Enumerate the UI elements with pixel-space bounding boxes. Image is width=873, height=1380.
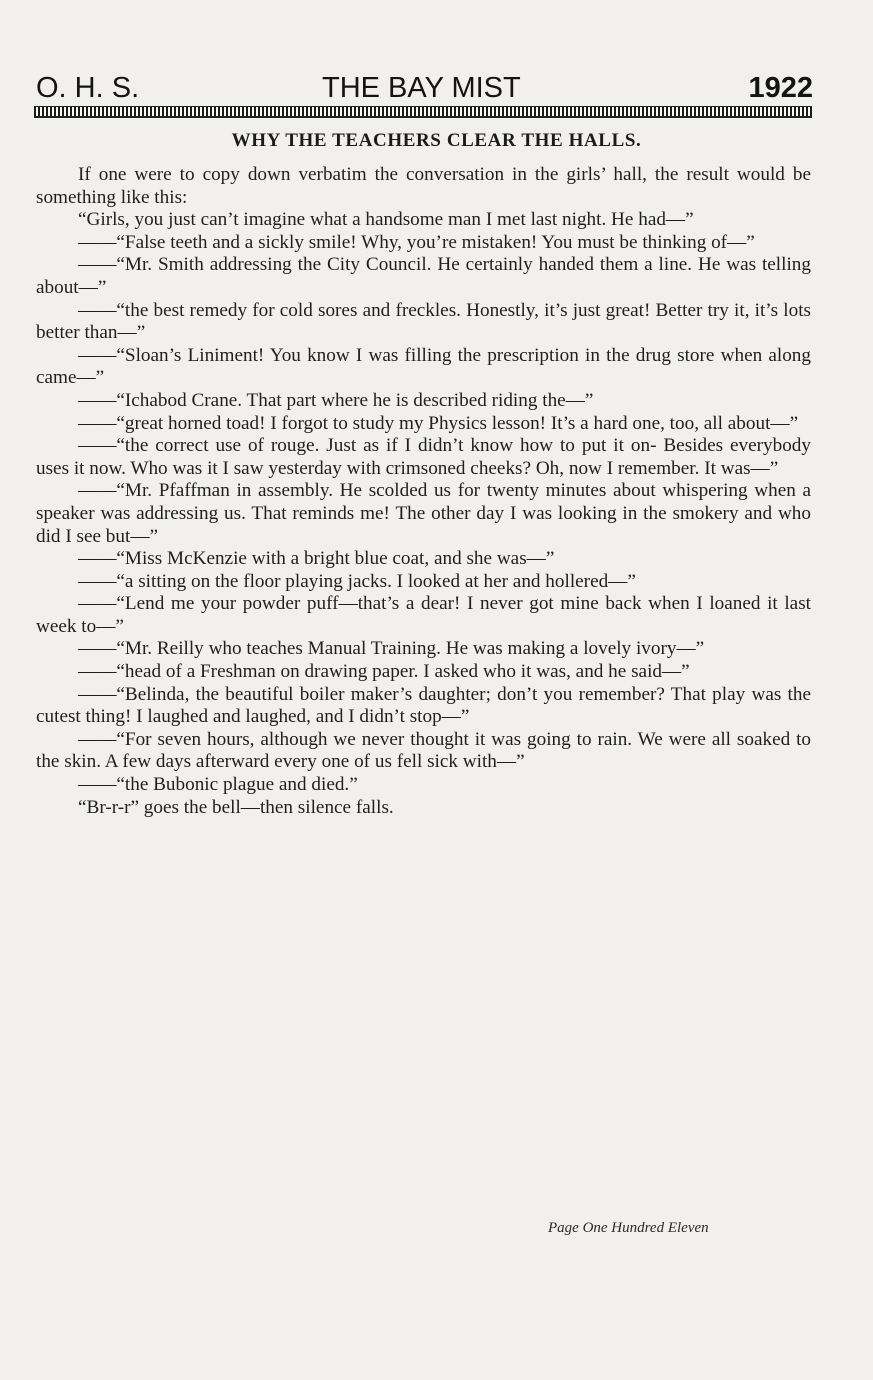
paragraph: ——“a sitting on the floor playing jacks. I looked at her and hollered—”	[78, 570, 636, 592]
header-year: 1922	[748, 72, 813, 104]
paragraph: ——“the correct use of rouge. Just as if I didn’t know how to put it on- Besides everybody uses it now. Who was it I saw yesterday with crimsoned cheeks? Oh, now I remember. It was—”	[36, 435, 811, 479]
header-publication-title: THE BAY MIST	[322, 72, 521, 104]
paragraph: ——“Mr. Pfaffman in assembly. He scolded us for twenty minutes about whispering when a speaker was addressing us. That reminds me! The other day I was looking in the smokery and who did I see but—”	[36, 480, 811, 547]
paragraph: “Br-r-r” goes the bell—then silence falls.	[78, 796, 394, 818]
header-school: O. H. S.	[36, 72, 140, 104]
paragraph: ——“head of a Freshman on drawing paper. I asked who it was, and he said—”	[78, 661, 690, 683]
paragraph: ——“For seven hours, although we never thought it was going to rain. We were all soaked to the skin. A few days afterward every one of us fell sick with—”	[36, 728, 811, 773]
page-header	[36, 72, 813, 108]
paragraph: If one were to copy down verbatim the conversation in the girls’ hall, the result would be something like this:	[36, 164, 811, 208]
article-title: WHY THE TEACHERS CLEAR THE HALLS.	[231, 130, 642, 151]
paragraph: ——“the Bubonic plague and died.”	[78, 774, 358, 796]
paragraph: “Girls, you just can’t imagine what a handsome man I met last night. He had—”	[78, 209, 694, 231]
page-number: Page One Hundred Eleven	[548, 1220, 709, 1236]
paragraph: ——“Lend me your powder puff—that’s a dear! I never got mine back when I loaned it last week to—”	[36, 593, 811, 637]
header-decorative-rule	[34, 106, 812, 118]
paragraph: ——“great horned toad! I forgot to study my Physics lesson! It’s a hard one, too, all about—”	[78, 412, 799, 434]
paragraph: ——“the best remedy for cold sores and freckles. Honestly, it’s just great! Better try it, it’s lots better than—”	[36, 299, 811, 344]
paragraph: ——“Mr. Reilly who teaches Manual Training. He was making a lovely ivory—”	[78, 638, 705, 660]
paragraph: ——“Sloan’s Liniment! You know I was filling the prescription in the drug store when along came—”	[36, 344, 811, 389]
paragraph: ——“Belinda, the beautiful boiler maker’s daughter; don’t you remember? That play was the cutest thing! I laughed and laughed, and I didn’t stop—”	[36, 683, 811, 728]
paragraph: ——“Ichabod Crane. That part where he is described riding the—”	[78, 389, 594, 411]
article-body	[36, 164, 811, 819]
paragraph: ——“False teeth and a sickly smile! Why, you’re mistaken! You must be thinking of—”	[78, 231, 755, 253]
paragraph: ——“Mr. Smith addressing the City Council. He certainly handed them a line. He was telling about—”	[36, 254, 811, 298]
paragraph: ——“Miss McKenzie with a bright blue coat, and she was—”	[78, 548, 555, 570]
